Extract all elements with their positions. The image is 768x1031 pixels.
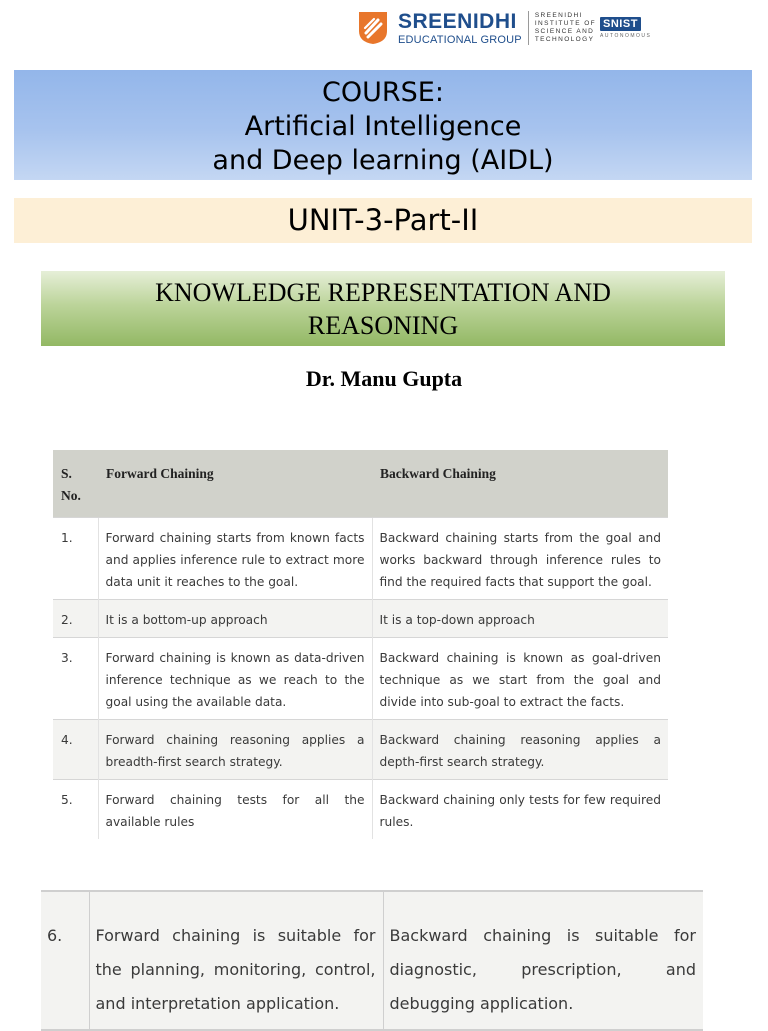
forward-cell: Forward chaining tests for all the available rules [98,779,372,839]
backward-cell: It is a top-down approach [372,599,668,637]
topic-line2: REASONING [307,311,459,340]
row-number: 5. [53,779,98,839]
table-row [41,891,703,1030]
sreenidhi-logo-icon [356,11,390,45]
comparison-table [53,450,668,839]
forward-cell: Forward chaining is known as data-driven inference technique as we reach to the goal using the available data. [98,637,372,719]
course-title-line2: and Deep learning (AIDL) [212,145,554,176]
forward-cell: Forward chaining reasoning applies a breadth-first search strategy. [98,719,372,779]
author-name: Dr. Manu Gupta [305,366,463,391]
course-title-line1: Artificial Intelligence [244,111,522,142]
row-number: 1. [53,517,98,599]
row-number: 2. [53,599,98,637]
forward-cell: Forward chaining is suitable for the planning, monitoring, control, and interpretation application. [89,891,383,1030]
backward-cell: Backward chaining only tests for few required rules. [372,779,668,839]
row-number: 4. [53,719,98,779]
table-row [53,637,668,719]
comparison-table-continued [41,890,703,1031]
backward-cell: Backward chaining starts from the goal and works backward through inference rules to find the required facts that support the goal. [372,517,668,599]
logo-subtitle: EDUCATIONAL GROUP [398,33,522,46]
institute-name: SREENIDHI INSTITUTE OF SCIENCE AND TECHNOLOGY [534,11,597,44]
row-number: 6. [41,891,89,1030]
table-row [53,779,668,839]
header-forward-chaining: Forward Chaining [98,450,372,517]
header-sno: S. No. [53,450,98,517]
table-header-row [53,450,668,517]
course-banner [14,70,752,180]
autonomous-label: AUTONOMOUS [600,33,652,39]
backward-cell: Backward chaining is known as goal-driven technique as we start from the goal and divide into sub-goal to extract the facts. [372,637,668,719]
header-logo [356,8,651,48]
logo-divider [528,11,529,45]
course-label: COURSE: [322,77,444,108]
table-row [53,599,668,637]
topic-line1: KNOWLEDGE REPRESENTATION AND [155,278,611,307]
header-backward-chaining: Backward Chaining [372,450,668,517]
topic-banner [41,271,725,346]
forward-cell: Forward chaining starts from known facts and applies inference rule to extract more data unit it reaches to the goal. [98,517,372,599]
unit-banner: UNIT-3-Part-II [14,198,752,243]
snist-badge: SNIST [600,17,641,31]
row-number: 3. [53,637,98,719]
logo-name: SREENIDHI [398,9,517,33]
table-row [53,719,668,779]
backward-cell: Backward chaining reasoning applies a depth-first search strategy. [372,719,668,779]
backward-cell: Backward chaining is suitable for diagnostic, prescription, and debugging application. [383,891,703,1030]
forward-cell: It is a bottom-up approach [98,599,372,637]
table-row [53,517,668,599]
